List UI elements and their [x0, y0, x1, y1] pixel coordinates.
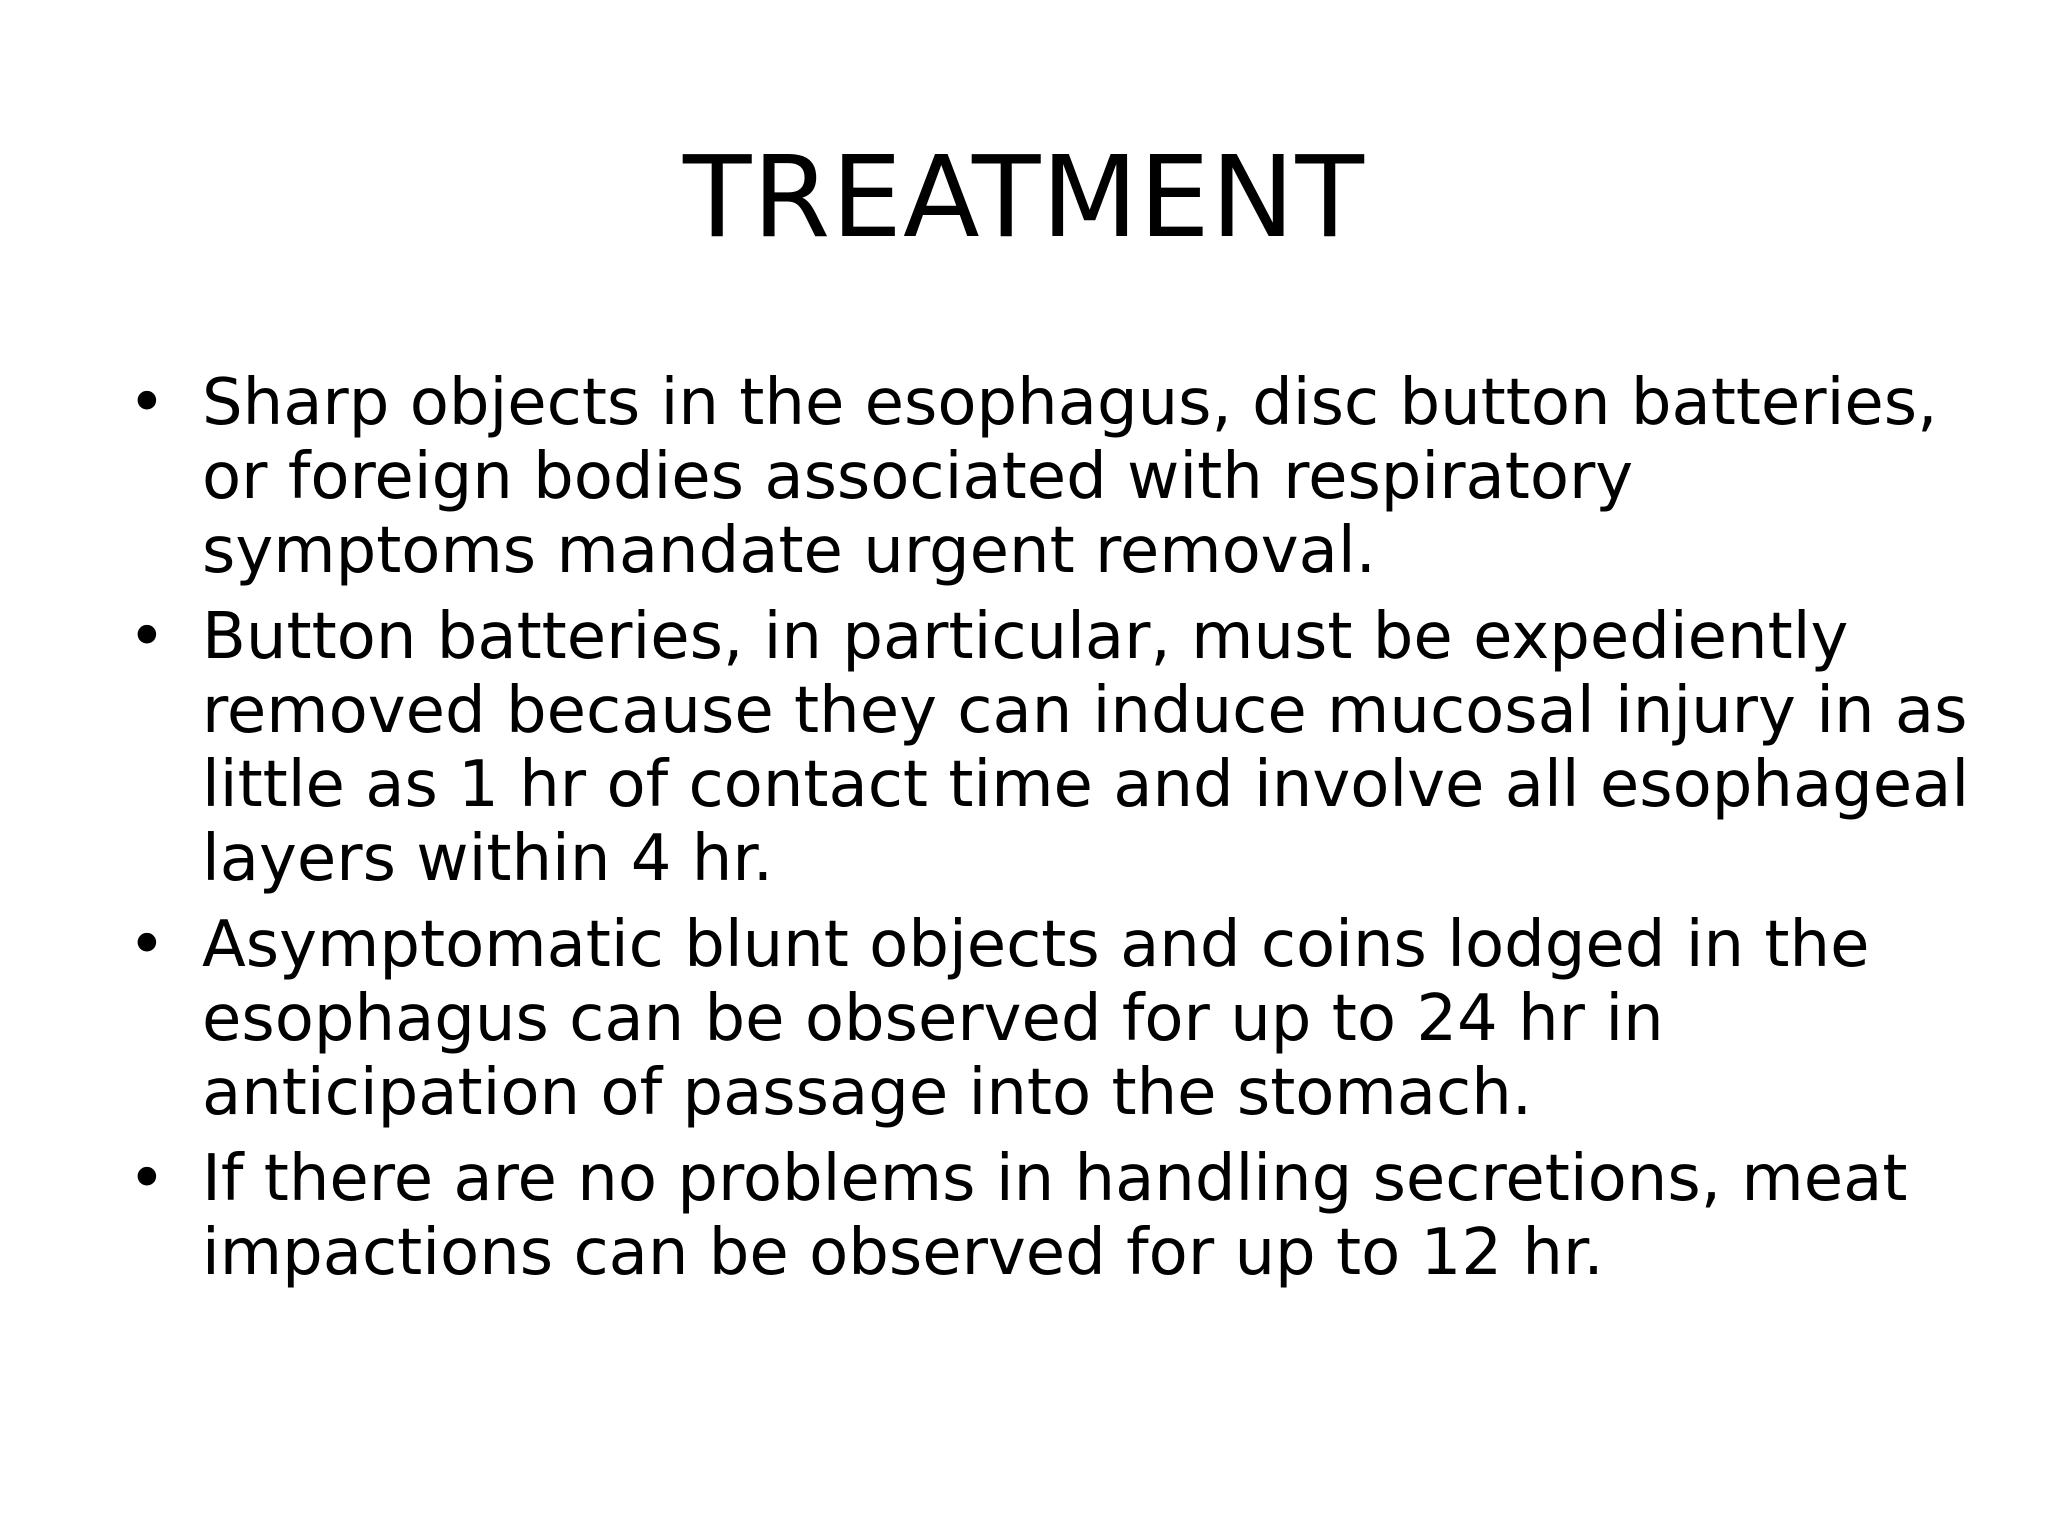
bullet-text: If there are no problems in handling secretions, meat impactions can be observed for up to 12 hr.: [202, 1142, 1908, 1290]
bullet-dot-icon: •: [128, 908, 166, 982]
bullet-item: [124, 366, 1984, 588]
bullet-text: Asymptomatic blunt objects and coins lodged in the esophagus can be observed for up to 24 hr in anticipation of passage into the stomach.: [202, 908, 1870, 1130]
bullet-item: [124, 1142, 1984, 1290]
slide-title: TREATMENT: [683, 133, 1365, 263]
bullet-item: [124, 600, 1984, 896]
bullet-dot-icon: •: [128, 366, 166, 440]
bullet-dot-icon: •: [128, 600, 166, 674]
bullet-text: Button batteries, in particular, must be expediently removed because they can induce mucosal injury in as little as 1 hr of contact time and involve all esophageal layers within 4 hr.: [202, 600, 1970, 896]
bullet-item: [124, 908, 1984, 1130]
bullet-list: [124, 366, 1984, 1302]
bullet-dot-icon: •: [128, 1142, 166, 1216]
bullet-text: Sharp objects in the esophagus, disc button batteries, or foreign bodies associated with respiratory symptoms mandate urgent removal.: [202, 366, 1938, 588]
